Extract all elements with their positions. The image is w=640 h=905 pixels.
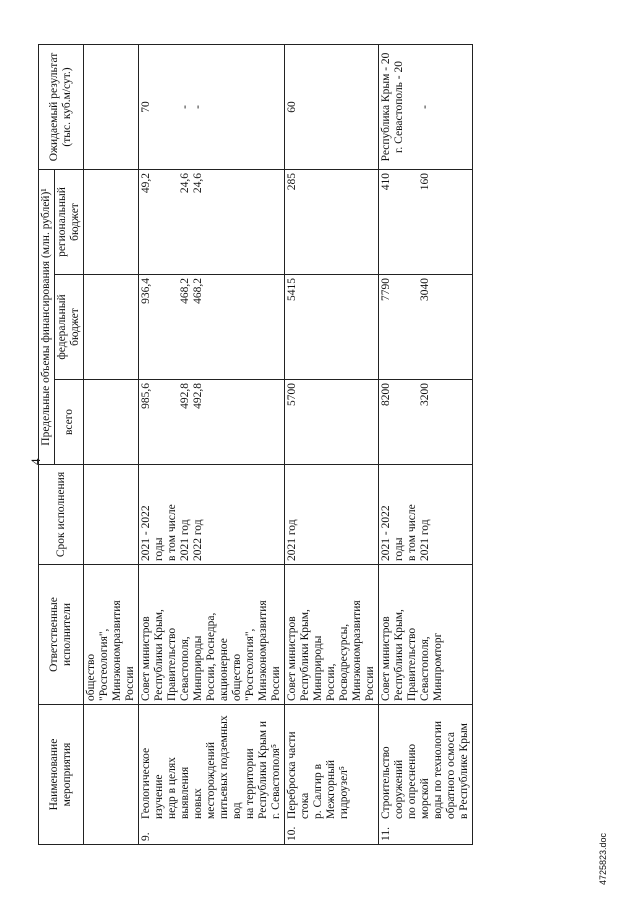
cell-name: [285, 705, 379, 845]
cell-result: [285, 44, 379, 169]
row-name-text: [380, 711, 471, 819]
cont-executors: [84, 565, 139, 705]
cell-line: 492,8: [179, 383, 191, 409]
cell-line: 2021 год: [179, 519, 191, 561]
cell-line: 24,6: [192, 172, 204, 194]
cell-line: Минпромторг: [432, 632, 444, 701]
cell-line: Минприроды: [312, 635, 324, 701]
cell-line: на территории: [244, 748, 256, 819]
cell-line: Совет министров: [140, 616, 152, 701]
cell-line: 3200: [419, 383, 431, 406]
cell-line: [153, 48, 166, 166]
cell-federal: [139, 275, 285, 380]
cell-line: Республика Крым - 20: [380, 52, 392, 162]
cell-line: [393, 383, 406, 461]
header-name: Наименование мероприятия: [39, 705, 84, 845]
cell-line: России,: [325, 663, 337, 701]
cell-line: [166, 48, 179, 166]
cell-line: в том числе: [166, 504, 178, 561]
cell-line: общество: [85, 653, 97, 701]
cell-total: [285, 380, 379, 465]
table-row: [139, 44, 285, 844]
cell-line: [166, 278, 179, 376]
table-body: [84, 44, 473, 844]
cell-line: России: [124, 666, 136, 701]
cell-line: годы: [393, 537, 405, 561]
cell-line: питьевых подземных вод: [218, 715, 243, 819]
cell-total: [379, 380, 473, 465]
cell-line: России: [364, 666, 376, 701]
cell-line: 2021 год: [419, 519, 431, 561]
cell-line: 70: [140, 101, 152, 113]
cell-line: 3040: [419, 278, 431, 301]
table-row: [379, 44, 473, 844]
cell-line: Республики Крым,: [299, 609, 311, 701]
file-footer: 4725823.doc: [598, 832, 608, 885]
cell-line: -: [179, 105, 191, 109]
cell-executors: [379, 565, 473, 705]
header-financing: Предельные объемы финансирования (млн. рублей)¹: [39, 169, 55, 464]
cell-term: [139, 465, 285, 565]
cell-line: в том числе: [406, 504, 418, 561]
cell-line: новых месторождений: [192, 742, 217, 819]
cell-line: [166, 383, 179, 461]
header-regional: региональный бюджет: [55, 169, 84, 274]
cell-line: 285: [286, 172, 298, 191]
cell-line: р. Салгир в Межгорный: [312, 759, 337, 819]
cell-line: [153, 383, 166, 461]
cell-line: 2021 - 2022: [380, 505, 392, 561]
cell-line: Севастополя,: [179, 636, 191, 701]
cell-line: г. Севастополь - 20: [393, 60, 405, 153]
cell-line: [393, 278, 406, 376]
cell-line: Росводресурсы,: [338, 623, 350, 701]
cell-line: акционерное: [218, 638, 230, 701]
cell-line: [166, 173, 179, 271]
cell-line: 7790: [380, 278, 392, 301]
cell-line: Республики Крым и: [257, 720, 269, 819]
row-number: 11.: [380, 827, 392, 841]
cell-line: "Росгеология",: [98, 628, 110, 701]
financing-table: [38, 44, 473, 845]
cell-result: [139, 44, 285, 169]
cell-line: Геологическое изучение: [140, 747, 165, 819]
cell-line: Минприроды: [192, 635, 204, 701]
cell-line: недр в целях выявления: [166, 757, 191, 819]
cell-line: Минэкономразвития: [351, 600, 363, 701]
cell-line: Республики Крым,: [153, 609, 165, 701]
cell-line: 492,8: [192, 383, 204, 409]
cell-line: 936,4: [140, 278, 152, 304]
header-federal: федеральный бюджет: [55, 275, 84, 380]
cell-line: Минэкономразвития: [257, 600, 269, 701]
cell-line: 410: [380, 172, 392, 191]
cell-line: [153, 278, 166, 376]
cell-line: Правительство: [166, 627, 178, 701]
table-row: [285, 44, 379, 844]
row-number: 10.: [286, 826, 298, 841]
cell-line: Переброска части стока: [286, 731, 311, 819]
cell-line: 8200: [380, 383, 392, 406]
cell-line: Совет министров: [286, 616, 298, 701]
cell-term: [379, 465, 473, 565]
cell-line: [406, 278, 419, 376]
cell-executors: [285, 565, 379, 705]
cell-line: по опреснению морской: [406, 743, 431, 819]
cell-line: России, Роснедра,: [205, 612, 217, 701]
header-total: всего: [55, 380, 84, 465]
cell-line: [393, 173, 406, 271]
cell-line: "Росгеология",: [244, 628, 256, 701]
cell-line: 468,2: [192, 278, 204, 304]
cell-line: 2021 - 2022: [140, 505, 152, 561]
cell-line: г. Севастополя⁵: [270, 744, 282, 819]
cell-line: 985,6: [140, 383, 152, 409]
cell-line: Севастополя,: [419, 636, 431, 701]
cell-regional: [379, 169, 473, 274]
row-name-text: [140, 711, 283, 819]
cell-line: -: [419, 105, 431, 109]
cell-term: [285, 465, 379, 565]
cell-line: Республики Крым,: [393, 609, 405, 701]
header-result: Ожидаемый результат (тыс. куб.м/сут.): [39, 44, 84, 169]
cell-line: воды по технологии: [432, 721, 444, 819]
cell-line: [406, 383, 419, 461]
cell-line: гидроузел⁵: [338, 766, 350, 819]
cell-line: 468,2: [179, 278, 191, 304]
cell-result: [379, 44, 473, 169]
continuation-row: [84, 44, 139, 844]
page-number: 4: [28, 458, 43, 465]
cell-line: [406, 173, 419, 271]
cell-name: [139, 705, 285, 845]
cell-line: 60: [286, 101, 298, 113]
cell-line: 2022 год: [192, 519, 204, 561]
cell-line: в Республике Крым: [458, 723, 470, 819]
cell-line: 160: [419, 172, 431, 191]
cell-line: 5700: [286, 383, 298, 406]
cell-executors: [139, 565, 285, 705]
row-name-text: [286, 711, 351, 819]
header-term: Срок исполнения: [39, 465, 84, 565]
table-header-row: [39, 44, 55, 844]
cell-line: [406, 48, 419, 166]
cell-line: общество: [231, 653, 243, 701]
cont-name: [84, 705, 139, 845]
cell-line: обратного осмоса: [445, 732, 457, 819]
cell-line: Правительство: [406, 627, 418, 701]
row-number: 9.: [140, 832, 152, 841]
cell-line: 2021 год: [286, 519, 298, 561]
cell-line: Строительство сооружений: [380, 746, 405, 819]
cell-line: Минэкономразвития: [111, 600, 123, 701]
cell-line: 49,2: [140, 172, 152, 194]
cell-line: 24,6: [179, 172, 191, 194]
header-executors: Ответственные исполнители: [39, 565, 84, 705]
cell-regional: [139, 169, 285, 274]
cell-line: Совет министров: [380, 616, 392, 701]
cell-line: России: [270, 666, 282, 701]
cell-line: -: [192, 105, 204, 109]
cell-line: годы: [153, 537, 165, 561]
cell-line: 5415: [286, 278, 298, 301]
cell-total: [139, 380, 285, 465]
cell-line: [153, 173, 166, 271]
cell-federal: [285, 275, 379, 380]
cell-name: [379, 705, 473, 845]
cell-federal: [379, 275, 473, 380]
cell-regional: [285, 169, 379, 274]
